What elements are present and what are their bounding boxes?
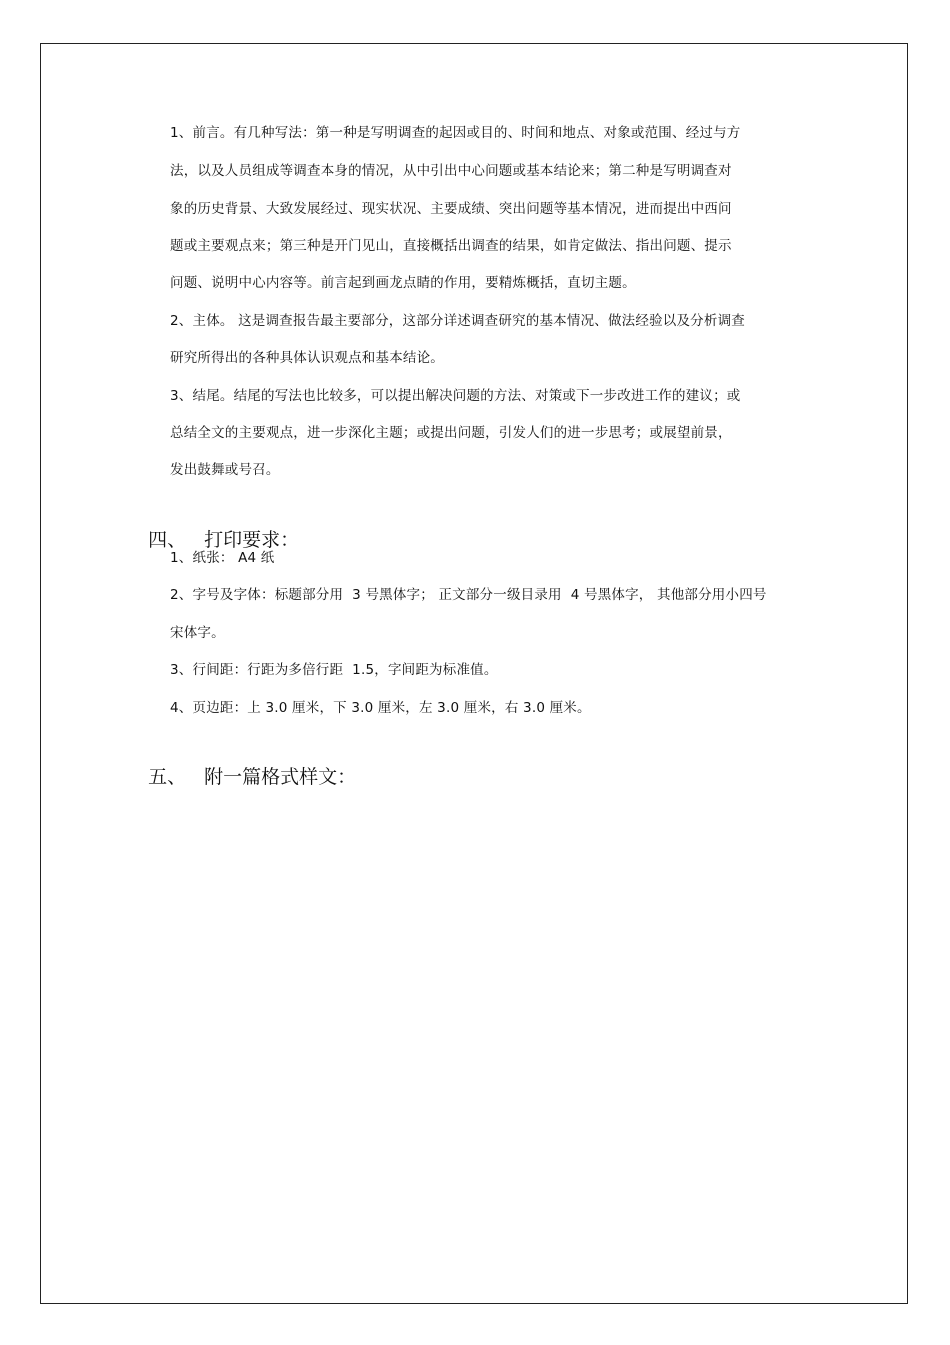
body-line: 题或主要观点来；第三种是开门见山，直接概括出调查的结果，如肯定做法、指出问题、提示	[170, 238, 732, 254]
section-title: 打印要求：	[204, 529, 300, 551]
section-title: 附一篇格式样文：	[204, 766, 357, 788]
body-line: 研究所得出的各种具体认识观点和基本结论。	[170, 350, 444, 366]
body-line: 3、结尾。结尾的写法也比较多，可以提出解决问题的方法、对策或下一步改进工作的建议；或	[170, 388, 741, 404]
body-line: 总结全文的主要观点，进一步深化主题；或提出问题，引发人们的进一步思考；或展望前景，	[170, 425, 732, 441]
section-heading-5	[136, 741, 356, 789]
body-line: 2、字号及字体：标题部分用 3 号黑体字； 正文部分一级目录用 4 号黑体字， 其他部分用小四号	[170, 587, 767, 603]
section-number: 四、	[148, 529, 187, 551]
body-line: 发出鼓舞或号召。	[170, 462, 280, 478]
section-heading-4	[136, 504, 299, 552]
body-line: 宋体字。	[170, 625, 225, 641]
body-line: 问题、说明中心内容等。前言起到画龙点睛的作用，要精炼概括，直切主题。	[170, 275, 636, 291]
body-line: 法，以及人员组成等调查本身的情况，从中引出中心问题或基本结论来；第二种是写明调查对	[170, 163, 732, 179]
body-line: 2、主体。 这是调查报告最主要部分，这部分详述调查研究的基本情况、做法经验以及分析调查	[170, 313, 745, 329]
section-number: 五、	[148, 766, 187, 788]
body-line: 1、纸张： A4 纸	[170, 550, 275, 566]
body-line: 4、页边距：上 3.0 厘米，下 3.0 厘米，左 3.0 厘米，右 3.0 厘米。	[170, 700, 591, 716]
body-line: 1、前言。有几种写法：第一种是写明调查的起因或目的、时间和地点、对象或范围、经过与方	[170, 125, 741, 141]
body-line: 象的历史背景、大致发展经过、现实状况、主要成绩、突出问题等基本情况，进而提出中西问	[170, 201, 732, 217]
body-line: 3、行间距：行距为多倍行距 1.5，字间距为标准值。	[170, 662, 498, 678]
